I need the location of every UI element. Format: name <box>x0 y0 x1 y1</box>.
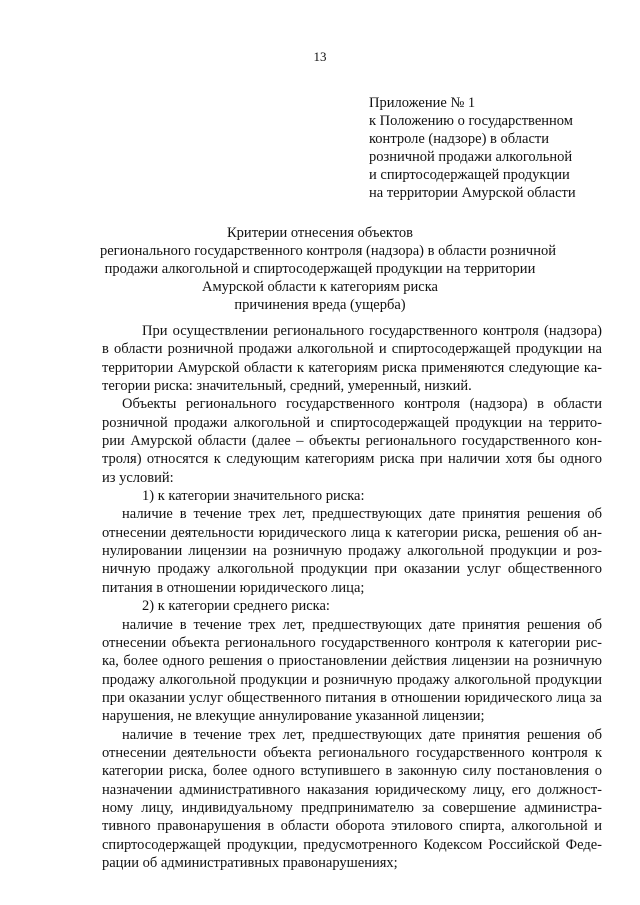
body-line: тегории риска: значительный, средний, умеренный, низкий. <box>102 378 472 395</box>
appendix-line: к Положению о государственном <box>369 113 573 129</box>
body-line: троля) относятся к следующим категориям риска при наличии хотя бы одного <box>102 451 602 468</box>
body-line: нулировании лицензии на розничную продажу алкогольной продукции и роз- <box>102 543 602 560</box>
body-line: При осуществлении регионального государственного контроля (надзора) <box>142 323 602 339</box>
body-line: категории риска, более одного вступившего в законную силу постановления о <box>102 763 602 780</box>
body-line: наличие в течение трех лет, предшествующих дате принятия решения об <box>122 726 602 743</box>
appendix-line: и спиртосодержащей продукции <box>369 167 570 183</box>
appendix-block <box>369 94 619 202</box>
body-line: отнесении деятельности юридического лица к категории риска, решения об ан- <box>102 524 602 541</box>
body-line: из условий: <box>102 469 174 486</box>
body-line: назначении административного наказания юридическому лицу, его должност- <box>102 781 602 798</box>
body-line: продажу алкогольной продукции и розничную продажу алкогольной продукции <box>102 671 602 688</box>
body-line: Объекты регионального государственного контроля (надзора) в области <box>122 396 602 413</box>
title-line: Амурской области к категориям риска <box>202 279 438 295</box>
title-line: причинения вреда (ущерба) <box>234 297 406 313</box>
title-line: регионального государственного контроля (надзора) в области розничной <box>100 243 556 259</box>
body-line: 1) к категории значительного риска: <box>142 488 365 505</box>
page-number: 13 <box>313 49 327 64</box>
body-line: 2) к категории среднего риска: <box>142 598 330 615</box>
title-line: продажи алкогольной и спиртосодержащей продукции на территории <box>104 261 536 277</box>
title-line: Критерии отнесения объектов <box>227 225 413 241</box>
body-line: наличие в течение трех лет, предшествующих дате принятия решения об <box>122 506 602 523</box>
body-line: рии Амурской области (далее – объекты регионального государственного кон- <box>102 433 602 450</box>
body-text <box>102 322 602 872</box>
body-line: отнесении деятельности объекта регионального государственного контроля к <box>102 744 602 761</box>
body-line: ному лицу, индивидуальному предпринимателю за совершение администра- <box>102 799 602 816</box>
body-line: ка, более одного решения о приостановлении действия лицензии на розничную <box>102 653 602 670</box>
appendix-line: Приложение № 1 <box>369 95 476 111</box>
body-line: территории Амурской области к категориям риска применяются следующие ка- <box>102 359 602 376</box>
document-title <box>100 224 556 314</box>
appendix-line: на территории Амурской области <box>369 185 576 201</box>
body-line: рации об административных правонарушениях; <box>102 854 398 871</box>
body-line: в области розничной продажи алкогольной и спиртосодержащей продукции на <box>102 341 602 358</box>
body-line: розничной продажи алкогольной и спиртосодержащей продукции на террито- <box>102 414 602 431</box>
body-line: наличие в течение трех лет, предшествующих дате принятия решения об <box>122 616 602 633</box>
body-line: отнесении объекта регионального государственного контроля к категории рис- <box>102 634 602 651</box>
body-line: тивного правонарушения в области оборота этилового спирта, алкогольной и <box>102 818 602 835</box>
body-line: при оказании услуг общественного питания в отношении юридического лица за <box>102 689 602 706</box>
body-line: питания в отношении юридического лица; <box>102 579 365 596</box>
appendix-line: контроле (надзоре) в области <box>369 131 549 147</box>
body-line: спиртосодержащей продукции, предусмотренного Кодексом Российской Феде- <box>102 836 602 853</box>
appendix-line: розничной продажи алкогольной <box>369 149 573 165</box>
body-line: нарушения, не влекущие аннулирование указанной лицензии; <box>102 708 485 725</box>
body-line: ничную продажу алкогольной продукции при оказании услуг общественного <box>102 561 602 578</box>
